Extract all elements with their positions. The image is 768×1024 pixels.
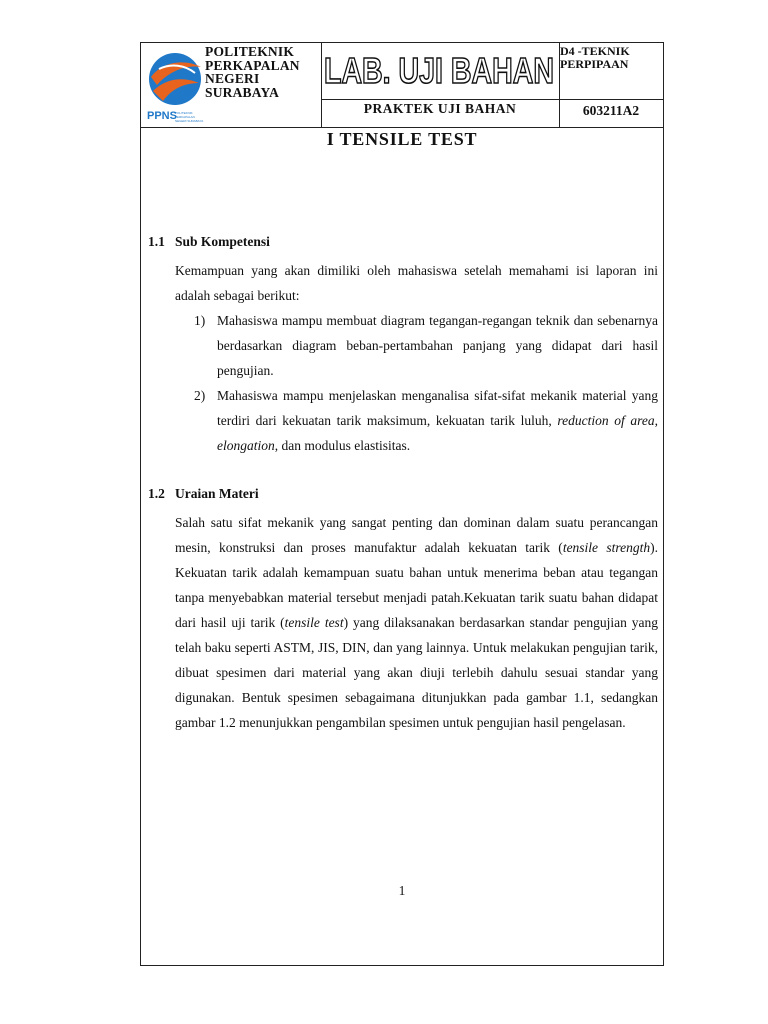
- lab-title: [323, 39, 559, 95]
- program-line: D4 -TEKNIK: [560, 44, 630, 58]
- program-line: PERPIPAAN: [560, 57, 629, 71]
- section-number: 1.2: [148, 486, 165, 501]
- institution-line: PERKAPALAN: [205, 57, 300, 73]
- institution-line: SURABAYA: [205, 84, 280, 100]
- body-text: Salah satu sifat mekanik yang sangat penting dan dominan dalam suatu perancangan mesin, konstruksi dan proses manufaktur adalah kekuatan tarik (: [175, 515, 658, 555]
- institution-cell: [141, 43, 322, 127]
- list-item-text: Mahasiswa mampu membuat diagram tegangan-regangan teknik dan sebenarnya berdasarkan diagram beban-pertambahan panjang yang didapat dari hasil pengujian.: [217, 313, 658, 378]
- list-item-text: ,: [654, 413, 659, 428]
- list-item-number: 1): [194, 313, 206, 328]
- page-number: 1: [398, 883, 406, 898]
- practicum-name: PRAKTEK UJI BAHAN: [363, 101, 517, 116]
- document-code: 603211A2: [582, 103, 640, 118]
- competency-list: [194, 308, 658, 458]
- lab-title-text: LAB. UJI BAHAN: [324, 50, 554, 91]
- program-cell: [559, 43, 663, 100]
- section-number: 1.1: [148, 234, 165, 249]
- italic-term: tensile strength: [562, 540, 651, 555]
- section-title: Sub Kompetensi: [175, 234, 270, 249]
- list-item-text: Mahasiswa mampu menjelaskan menganalisa sifat-sifat mekanik material yang terdiri dari kekuatan tarik maksimum, kekuatan tarik luluh,: [217, 388, 658, 428]
- practicum-cell: [321, 99, 560, 127]
- logo-tagline-1: POLITEKNIK: [175, 111, 193, 115]
- document-page-frame: [140, 42, 664, 966]
- institution-line: POLITEKNIK: [205, 44, 295, 59]
- logo-tagline-3: NEGERI SURABAYA: [175, 119, 204, 123]
- institution-line: NEGERI: [205, 71, 260, 86]
- section-heading-2: [148, 486, 259, 502]
- list-item: [194, 308, 658, 383]
- program-name: [560, 45, 630, 71]
- section1-intro: Kemampuan yang akan dimiliki oleh mahasiswa setelah memahami isi laporan ini adalah sebagai berikut:: [175, 263, 658, 303]
- list-item: [194, 383, 658, 458]
- ppns-logo-icon: [145, 47, 205, 125]
- code-cell: [559, 99, 663, 127]
- body-text: ). Kekuatan tarik adalah kemampuan suatu bahan untuk menerima beban atau tegangan tanpa menyebabkan material tersebut menjadi patah.Kekuatan tarik suatu bahan didapat dari hasil uji tarik (: [175, 540, 658, 630]
- lab-title-cell: [321, 43, 560, 100]
- logo-tagline-2: PERKAPALAN: [175, 115, 195, 119]
- italic-term: reduction of area: [557, 413, 655, 428]
- list-item-text: , dan modulus elastisitas.: [274, 438, 411, 453]
- section2-body: [175, 510, 658, 735]
- body-text: ) yang dilaksanakan berdasarkan standar pengujian yang telah baku seperti ASTM, JIS, DIN, dan yang lainnya. Untuk melakukan pengujian tarik, dibuat spesimen dari material yang akan diuji terlebih dahulu sesuai standar yang digunakan. Bentuk spesimen sebagaimana ditunjukkan pada gambar 1.1, sedangkan gambar 1.2 menunjukkan pengambilan spesimen untuk pengujian hasil pengelasan.: [175, 615, 658, 730]
- document-header: [141, 43, 663, 128]
- italic-term: elongation: [217, 438, 275, 453]
- logo-text: PPNS: [147, 110, 177, 122]
- italic-term: tensile test: [284, 615, 344, 630]
- institution-name: [205, 45, 300, 99]
- section-title: Uraian Materi: [175, 486, 259, 501]
- list-item-number: 2): [194, 388, 206, 403]
- section-heading-1: [148, 234, 270, 250]
- page-title: I TENSILE TEST: [326, 129, 478, 149]
